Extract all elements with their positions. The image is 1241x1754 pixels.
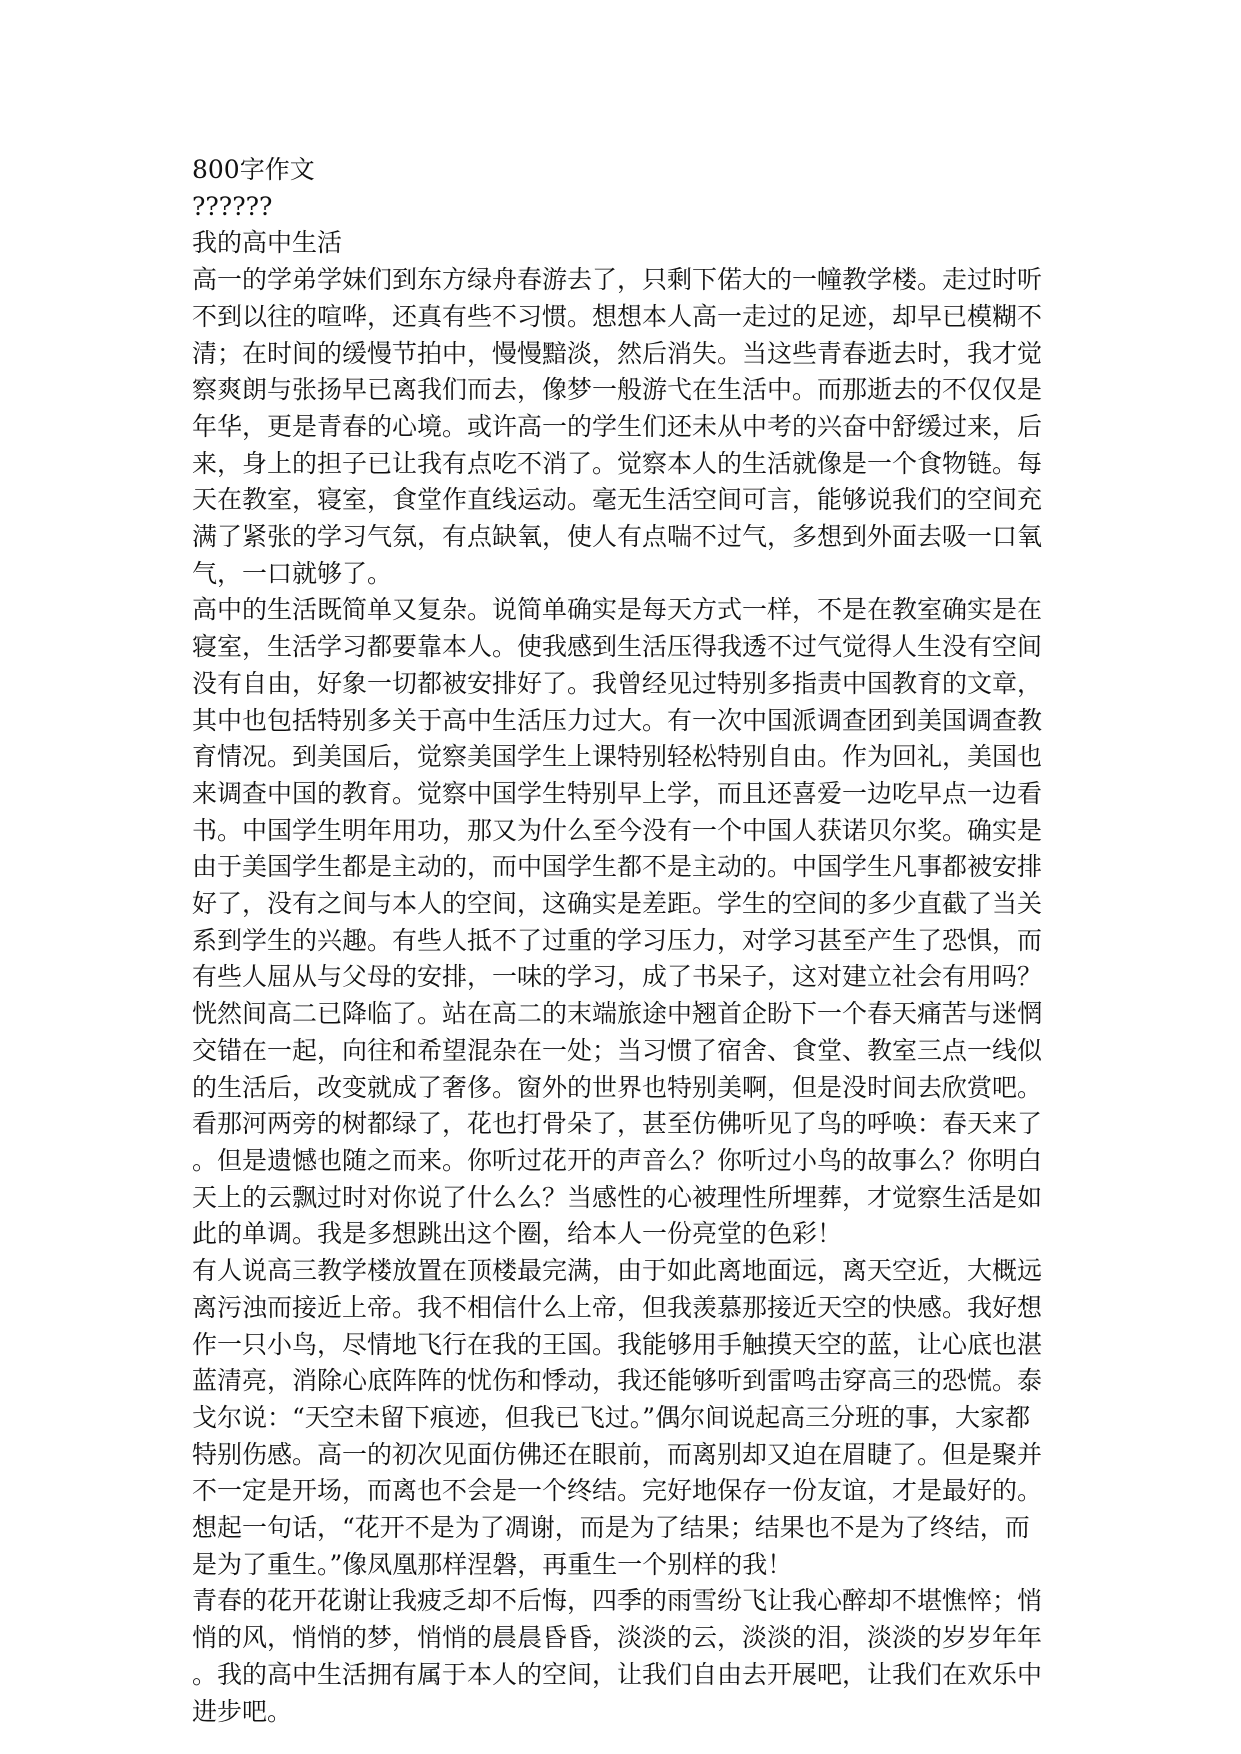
garbled-marks: ??????: [192, 191, 273, 221]
paragraph-line: 青春的花开花谢让我疲乏却不后悔，四季的雨雪纷飞让我心醉却不堪憔悴；悄: [192, 1586, 1043, 1616]
paragraph-line: 气，一口就够了。: [192, 558, 393, 588]
paragraph-line: 满了紧张的学习气氛，有点缺氧，使人有点喘不过气，多想到外面去吸一口氧: [192, 522, 1043, 552]
paragraph-line: 没有自由，好象一切都被安排好了。我曾经见过特别多指责中国教育的文章，: [192, 668, 1043, 698]
paragraph-line: 好了，没有之间与本人的空间，这确实是差距。学生的空间的多少直截了当关: [192, 889, 1043, 919]
document-body: [192, 152, 1046, 1730]
paragraph-line: 寝室，生活学习都要靠本人。使我感到生活压得我透不过气觉得人生没有空间: [192, 632, 1043, 662]
paragraph-line: 来，身上的担子已让我有点吃不消了。觉察本人的生活就像是一个食物链。每: [192, 448, 1043, 478]
paragraph-line: 不一定是开场，而离也不会是一个终结。完好地保存一份友谊，才是最好的。: [192, 1476, 1043, 1506]
paragraph-line: 育情况。到美国后，觉察美国学生上课特别轻松特别自由。作为回礼，美国也: [192, 742, 1043, 772]
paragraph-line: 书。中国学生明年用功，那又为什么至今没有一个中国人获诺贝尔奖。确实是: [192, 815, 1043, 845]
paragraph-line: 看那河两旁的树都绿了，花也打骨朵了，甚至仿佛听见了鸟的呼唤：春天来了: [192, 1109, 1043, 1139]
paragraph-line: 高一的学弟学妹们到东方绿舟春游去了，只剩下偌大的一幢教学楼。走过时听: [192, 265, 1043, 295]
paragraph: [192, 1583, 1046, 1730]
paragraph-line: 是为了重生。”像凤凰那样涅磐，再重生一个别样的我！: [192, 1549, 793, 1579]
paragraph-line: 其中也包括特别多关于高中生活压力过大。有一次中国派调查团到美国调查教: [192, 705, 1043, 735]
paragraph-line: 交错在一起，向往和希望混杂在一处；当习惯了宿舍、食堂、教室三点一线似: [192, 1035, 1043, 1065]
paragraph-line: 天在教室，寝室，食堂作直线运动。毫无生活空间可言，能够说我们的空间充: [192, 485, 1043, 515]
paragraph-line: 作一只小鸟，尽情地飞行在我的王国。我能够用手触摸天空的蓝，让心底也湛: [192, 1329, 1043, 1359]
paragraph: [192, 262, 1046, 592]
paragraph-line: 。我的高中生活拥有属于本人的空间，让我们自由去开展吧，让我们在欢乐中: [192, 1659, 1043, 1689]
paragraph: [192, 1253, 1046, 1583]
paragraph-line: 系到学生的兴趣。有些人抵不了过重的学习压力，对学习甚至产生了恐惧，而: [192, 925, 1043, 955]
paragraph-line: 恍然间高二已降临了。站在高二的末端旅途中翘首企盼下一个春天痛苦与迷惘: [192, 999, 1043, 1029]
essay-category: 800字作文: [192, 155, 315, 184]
paragraph-line: 由于美国学生都是主动的，而中国学生都不是主动的。中国学生凡事都被安排: [192, 852, 1043, 882]
paragraph-line: 不到以往的喧哗，还真有些不习惯。想想本人高一走过的足迹，却早已模糊不: [192, 301, 1043, 331]
essay-paragraphs: [192, 262, 1046, 1730]
paragraph-line: 察爽朗与张扬早已离我们而去，像梦一般游弋在生活中。而那逝去的不仅仅是: [192, 375, 1043, 405]
paragraph-line: 年华，更是青春的心境。或许高一的学生们还未从中考的兴奋中舒缓过来，后: [192, 411, 1043, 441]
essay-title: 我的高中生活: [192, 228, 343, 258]
paragraph-line: 的生活后，改变就成了奢侈。窗外的世界也特别美啊，但是没时间去欣赏吧。: [192, 1072, 1043, 1102]
paragraph-line: 悄的风，悄悄的梦，悄悄的晨晨昏昏，淡淡的云，淡淡的泪，淡淡的岁岁年年: [192, 1623, 1043, 1653]
paragraph-line: 。但是遗憾也随之而来。你听过花开的声音么？你听过小鸟的故事么？你明白: [192, 1145, 1043, 1175]
paragraph-line: 离污浊而接近上帝。我不相信什么上帝，但我羡慕那接近天空的快感。我好想: [192, 1292, 1043, 1322]
paragraph-line: 来调查中国的教育。觉察中国学生特别早上学，而且还喜爱一边吃早点一边看: [192, 778, 1043, 808]
paragraph: [192, 996, 1046, 1253]
paragraph-line: 天上的云飘过时对你说了什么么？当感性的心被理性所埋葬，才觉察生活是如: [192, 1182, 1043, 1212]
paragraph-line: 戈尔说：“天空未留下痕迹，但我已飞过。”偶尔间说起高三分班的事，大家都: [192, 1402, 1031, 1432]
paragraph-line: 此的单调。我是多想跳出这个圈，给本人一份亮堂的色彩！: [192, 1219, 843, 1249]
paragraph-line: 有人说高三教学楼放置在顶楼最完满，由于如此离地面远，离天空近，大概远: [192, 1256, 1043, 1286]
paragraph-line: 高中的生活既简单又复杂。说简单确实是每天方式一样，不是在教室确实是在: [192, 595, 1043, 625]
paragraph-line: 清；在时间的缓慢节拍中，慢慢黯淡，然后消失。当这些青春逝去时，我才觉: [192, 338, 1043, 368]
paragraph-line: 进步吧。: [192, 1696, 293, 1726]
paragraph-line: 蓝清亮，消除心底阵阵的忧伤和悸动，我还能够听到雷鸣击穿高三的恐慌。泰: [192, 1366, 1043, 1396]
paragraph-line: 特别伤感。高一的初次见面仿佛还在眼前，而离别却又迫在眉睫了。但是聚并: [192, 1439, 1043, 1469]
paragraph: [192, 592, 1046, 996]
paragraph-line: 想起一句话，“花开不是为了凋谢，而是为了结果；结果也不是为了终结，而: [192, 1513, 1030, 1543]
paragraph-line: 有些人屈从与父母的安排，一味的学习，成了书呆子，这对建立社会有用吗？: [192, 962, 1043, 992]
